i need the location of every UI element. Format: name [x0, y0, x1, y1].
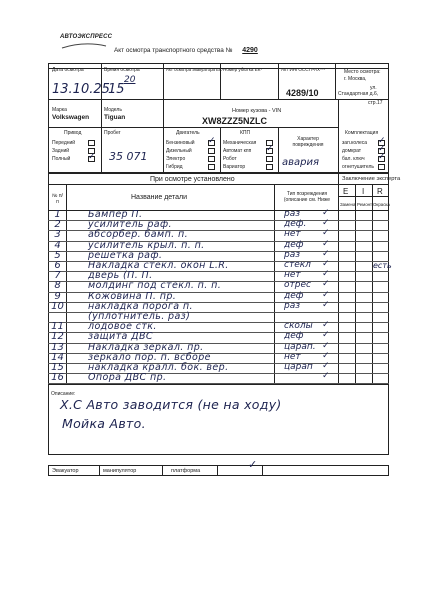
place-line-2: ул. — [370, 85, 377, 91]
table-row-damage-type: царап. — [284, 341, 316, 352]
equip-extinguisher-checkbox — [378, 164, 385, 170]
table-row-part-name: Накладка стекл. окон L.R. — [88, 260, 229, 271]
table-row-damage-type: царап — [284, 362, 313, 372]
act-title — [114, 47, 258, 54]
table-row-replace-mark: ✓ — [322, 218, 330, 229]
inspection-date: 13.10.25 — [52, 82, 110, 97]
drive-rear: Задний — [52, 148, 70, 154]
table-row-number: 10 — [51, 300, 64, 312]
place-line-1: г. Москва, — [344, 76, 367, 82]
table-row-part-name: дверь (П. П. — [88, 270, 153, 282]
gearbox-cvt: Вариатор — [223, 164, 246, 170]
label-model: Модель — [104, 107, 122, 113]
table-row-part-name: Кожовина П. пр. — [88, 290, 177, 302]
act-title-text: Акт осмотра транспортного средства № — [114, 47, 233, 54]
table-row-part-name: (уплотнитель. раз) — [88, 311, 191, 322]
footer-manipulator-label: манипулятор — [103, 468, 137, 474]
table-row-damage-type: деф — [284, 331, 304, 342]
label-ingos-act: Акт ИНГОССТРАХ*** — [281, 67, 326, 72]
table-row-number: 7 — [54, 270, 61, 282]
table-row-damage-type: раз — [284, 209, 301, 219]
table-row-number: 2 — [54, 219, 61, 231]
footer-evacuator-label: Эвакуатор — [52, 468, 79, 474]
engine-petrol: Бензиновый — [166, 140, 195, 146]
table-row-part-name: Накладка зеркал. пр. — [88, 341, 204, 353]
col-r-header: R — [377, 187, 383, 196]
table-row-damage-type: стекл — [284, 260, 311, 270]
drive-front: Передний — [52, 140, 76, 146]
logo — [60, 34, 113, 50]
table-row-replace-mark: ✓ — [322, 269, 330, 280]
table-row-damage-type: раз — [284, 300, 301, 311]
table-row-part-name: накладка порога п. — [88, 300, 193, 312]
engine-petrol-check: ✓ — [208, 136, 216, 146]
col-replace-header: Замена — [340, 202, 356, 207]
table-row-replace-mark: ✓ — [322, 279, 330, 290]
table-row-damage-type: отрес — [284, 280, 311, 291]
table-row-number: 9 — [54, 290, 61, 302]
table-row-number: 4 — [54, 239, 61, 251]
table-row-number: 5 — [54, 249, 61, 261]
table-row-number: 11 — [51, 321, 64, 333]
logo-text: АВТОЭКСПРЕСС — [60, 34, 113, 40]
act-number: 4290 — [242, 47, 258, 54]
table-row-replace-mark: ✓ — [322, 299, 330, 310]
gearbox-manual: Механическая — [223, 140, 257, 146]
gearbox-robot: Робот — [223, 156, 237, 162]
label-equipment: Комплектация — [345, 130, 379, 136]
table-row-number: 12 — [51, 331, 64, 343]
table-row-part-name: Бампер П. — [88, 209, 143, 220]
equip-spare-wheel: зап.колеса — [342, 140, 368, 146]
notes-line-2: Мойка Авто. — [62, 416, 146, 431]
table-row-part-name: молдинг под стекл. п. п. — [88, 280, 222, 292]
drive-full: Полный — [52, 156, 71, 162]
equip-spare-wheel-check: ✓ — [378, 136, 386, 146]
equip-wrench: бал. ключ — [342, 156, 365, 162]
table-row-part-name: накладка кралл. бок. вер. — [88, 362, 229, 373]
ingos-act-number: 4289/10 — [286, 88, 319, 98]
model-value: Tiguan — [104, 114, 126, 121]
col-damage-type-header: Тип позреждения (описание см. Ниже — [283, 191, 331, 203]
col-e-header: E — [343, 187, 349, 196]
col-part-name-header: Название детали — [131, 194, 187, 201]
gearbox-robot-checkbox — [266, 156, 273, 162]
footer-platform-label: платформа — [171, 468, 201, 474]
table-row-part-name: усилитель раф. — [88, 219, 172, 231]
notes-line-1: Х.С Авто заводится (не на ходу) — [60, 397, 282, 412]
table-row-number: 6 — [54, 260, 61, 271]
inspection-time-hours: 15 — [108, 82, 125, 97]
table-row-number: 1 — [54, 209, 61, 220]
label-loss-number: Номер убытка ЕК* — [223, 67, 263, 72]
expert-conclusion-title: Заключение эксперта — [342, 176, 401, 182]
table-row-number: 13 — [51, 341, 64, 353]
vin-value: XW8ZZZ5NZLC — [202, 116, 267, 126]
inspection-time-minutes: 20 — [124, 75, 136, 85]
table-row-part-name: усилитель крыл. п. п. — [88, 239, 205, 251]
drive-full-check: ✓ — [88, 152, 96, 162]
gearbox-auto: Автомат кпп — [223, 148, 252, 154]
col-i-header: I — [362, 187, 365, 196]
table-section-title: При осмотре установлено — [150, 176, 235, 183]
table-row-damage-type: деф — [284, 239, 304, 250]
label-engine: Двигатель — [176, 130, 200, 136]
equip-extinguisher: огнетушитель — [342, 164, 375, 170]
table-row-replace-mark: ✓ — [322, 289, 330, 300]
label-time: Время осмотра — [104, 67, 140, 73]
table-row-damage-type: нет — [284, 351, 301, 362]
gearbox-cvt-checkbox — [266, 164, 273, 170]
table-row-number: 14 — [51, 351, 64, 363]
table-row-replace-mark: ✓ — [322, 228, 330, 239]
footer-platform-check: ✓ — [248, 458, 258, 471]
engine-hybrid-checkbox — [208, 164, 215, 170]
table-row-number: 16 — [51, 372, 64, 384]
label-drive: Привод — [64, 130, 82, 136]
table-row-damage-type: деф. — [284, 219, 307, 230]
label-gearbox: КПП — [240, 130, 251, 136]
notes-label: Описание: — [51, 391, 76, 397]
label-date: Дата осмотра — [52, 67, 84, 73]
table-row-part-name: абсорбер. бамп. п. — [88, 229, 189, 241]
table-row-replace-mark: ✓ — [322, 330, 330, 341]
table-row-replace-mark: ✓ — [322, 320, 330, 331]
engine-diesel: Дизельный — [166, 148, 192, 154]
table-row-paint-note: есть — [373, 261, 392, 270]
make-value: Volkswagen — [52, 114, 90, 121]
place-line-3: Стандартная д.6, — [338, 91, 379, 97]
mileage-value: 35 071 — [109, 150, 148, 163]
table-row-replace-mark: ✓ — [322, 208, 330, 218]
table-row-damage-type: нет — [284, 270, 301, 281]
table-row-part-name: решетка раф. — [88, 249, 163, 261]
table-row-part-name: лодовое стк. — [88, 321, 157, 333]
engine-electro-checkbox — [208, 156, 215, 162]
label-place: Место осмотра: — [344, 69, 381, 75]
table-row-replace-mark: ✓ — [322, 361, 330, 371]
table-row-replace-mark: ✓ — [322, 350, 330, 361]
table-row-number: 15 — [51, 362, 64, 373]
table-row-damage-type: раз — [284, 249, 301, 260]
equip-jack-check: ✓ — [378, 144, 386, 154]
engine-electro: Электро — [166, 156, 186, 162]
table-row-replace-mark: ✓ — [322, 248, 330, 259]
table-row-damage-type: деф — [284, 290, 304, 301]
table-row-number: 8 — [54, 280, 61, 292]
label-mileage: Пробег — [104, 130, 121, 136]
equip-jack: домкрат — [342, 148, 362, 154]
label-vin: Номер кузова - VIN — [232, 108, 282, 114]
table-row-replace-mark: ✓ — [322, 371, 330, 382]
equip-wrench-check: ✓ — [378, 152, 386, 162]
engine-hybrid: Гибрид — [166, 164, 183, 170]
col-repair-header: Ремонт — [357, 202, 373, 207]
table-row-replace-mark: ✓ — [322, 259, 330, 269]
table-row-number: 3 — [54, 229, 61, 241]
col-paint-header: Окраска — [373, 202, 390, 207]
table-row-replace-mark: ✓ — [322, 238, 330, 249]
col-number-header: № п/п — [52, 193, 63, 205]
table-row-damage-type: нет — [284, 229, 301, 240]
place-line-4: стр.17 — [368, 100, 383, 106]
table-row-part-name: зеркало пор. п. всборе — [88, 351, 211, 363]
damage-type-value: авария — [282, 157, 320, 168]
table-row-part-name: защита ДВС — [88, 331, 153, 343]
label-damage-type: Характер повреждения — [292, 136, 324, 148]
gearbox-auto-check: ✓ — [266, 144, 274, 154]
label-make: Марка — [52, 107, 67, 113]
engine-diesel-checkbox — [208, 148, 215, 154]
label-evac-act: Акт осмотра эвакуатора ЕК* — [166, 67, 224, 72]
table-row-replace-mark: ✓ — [322, 340, 330, 351]
table-row-part-name: Опора ДВС пр. — [88, 372, 167, 384]
table-row-damage-type: сколы — [284, 321, 313, 332]
drive-front-checkbox — [88, 140, 95, 146]
